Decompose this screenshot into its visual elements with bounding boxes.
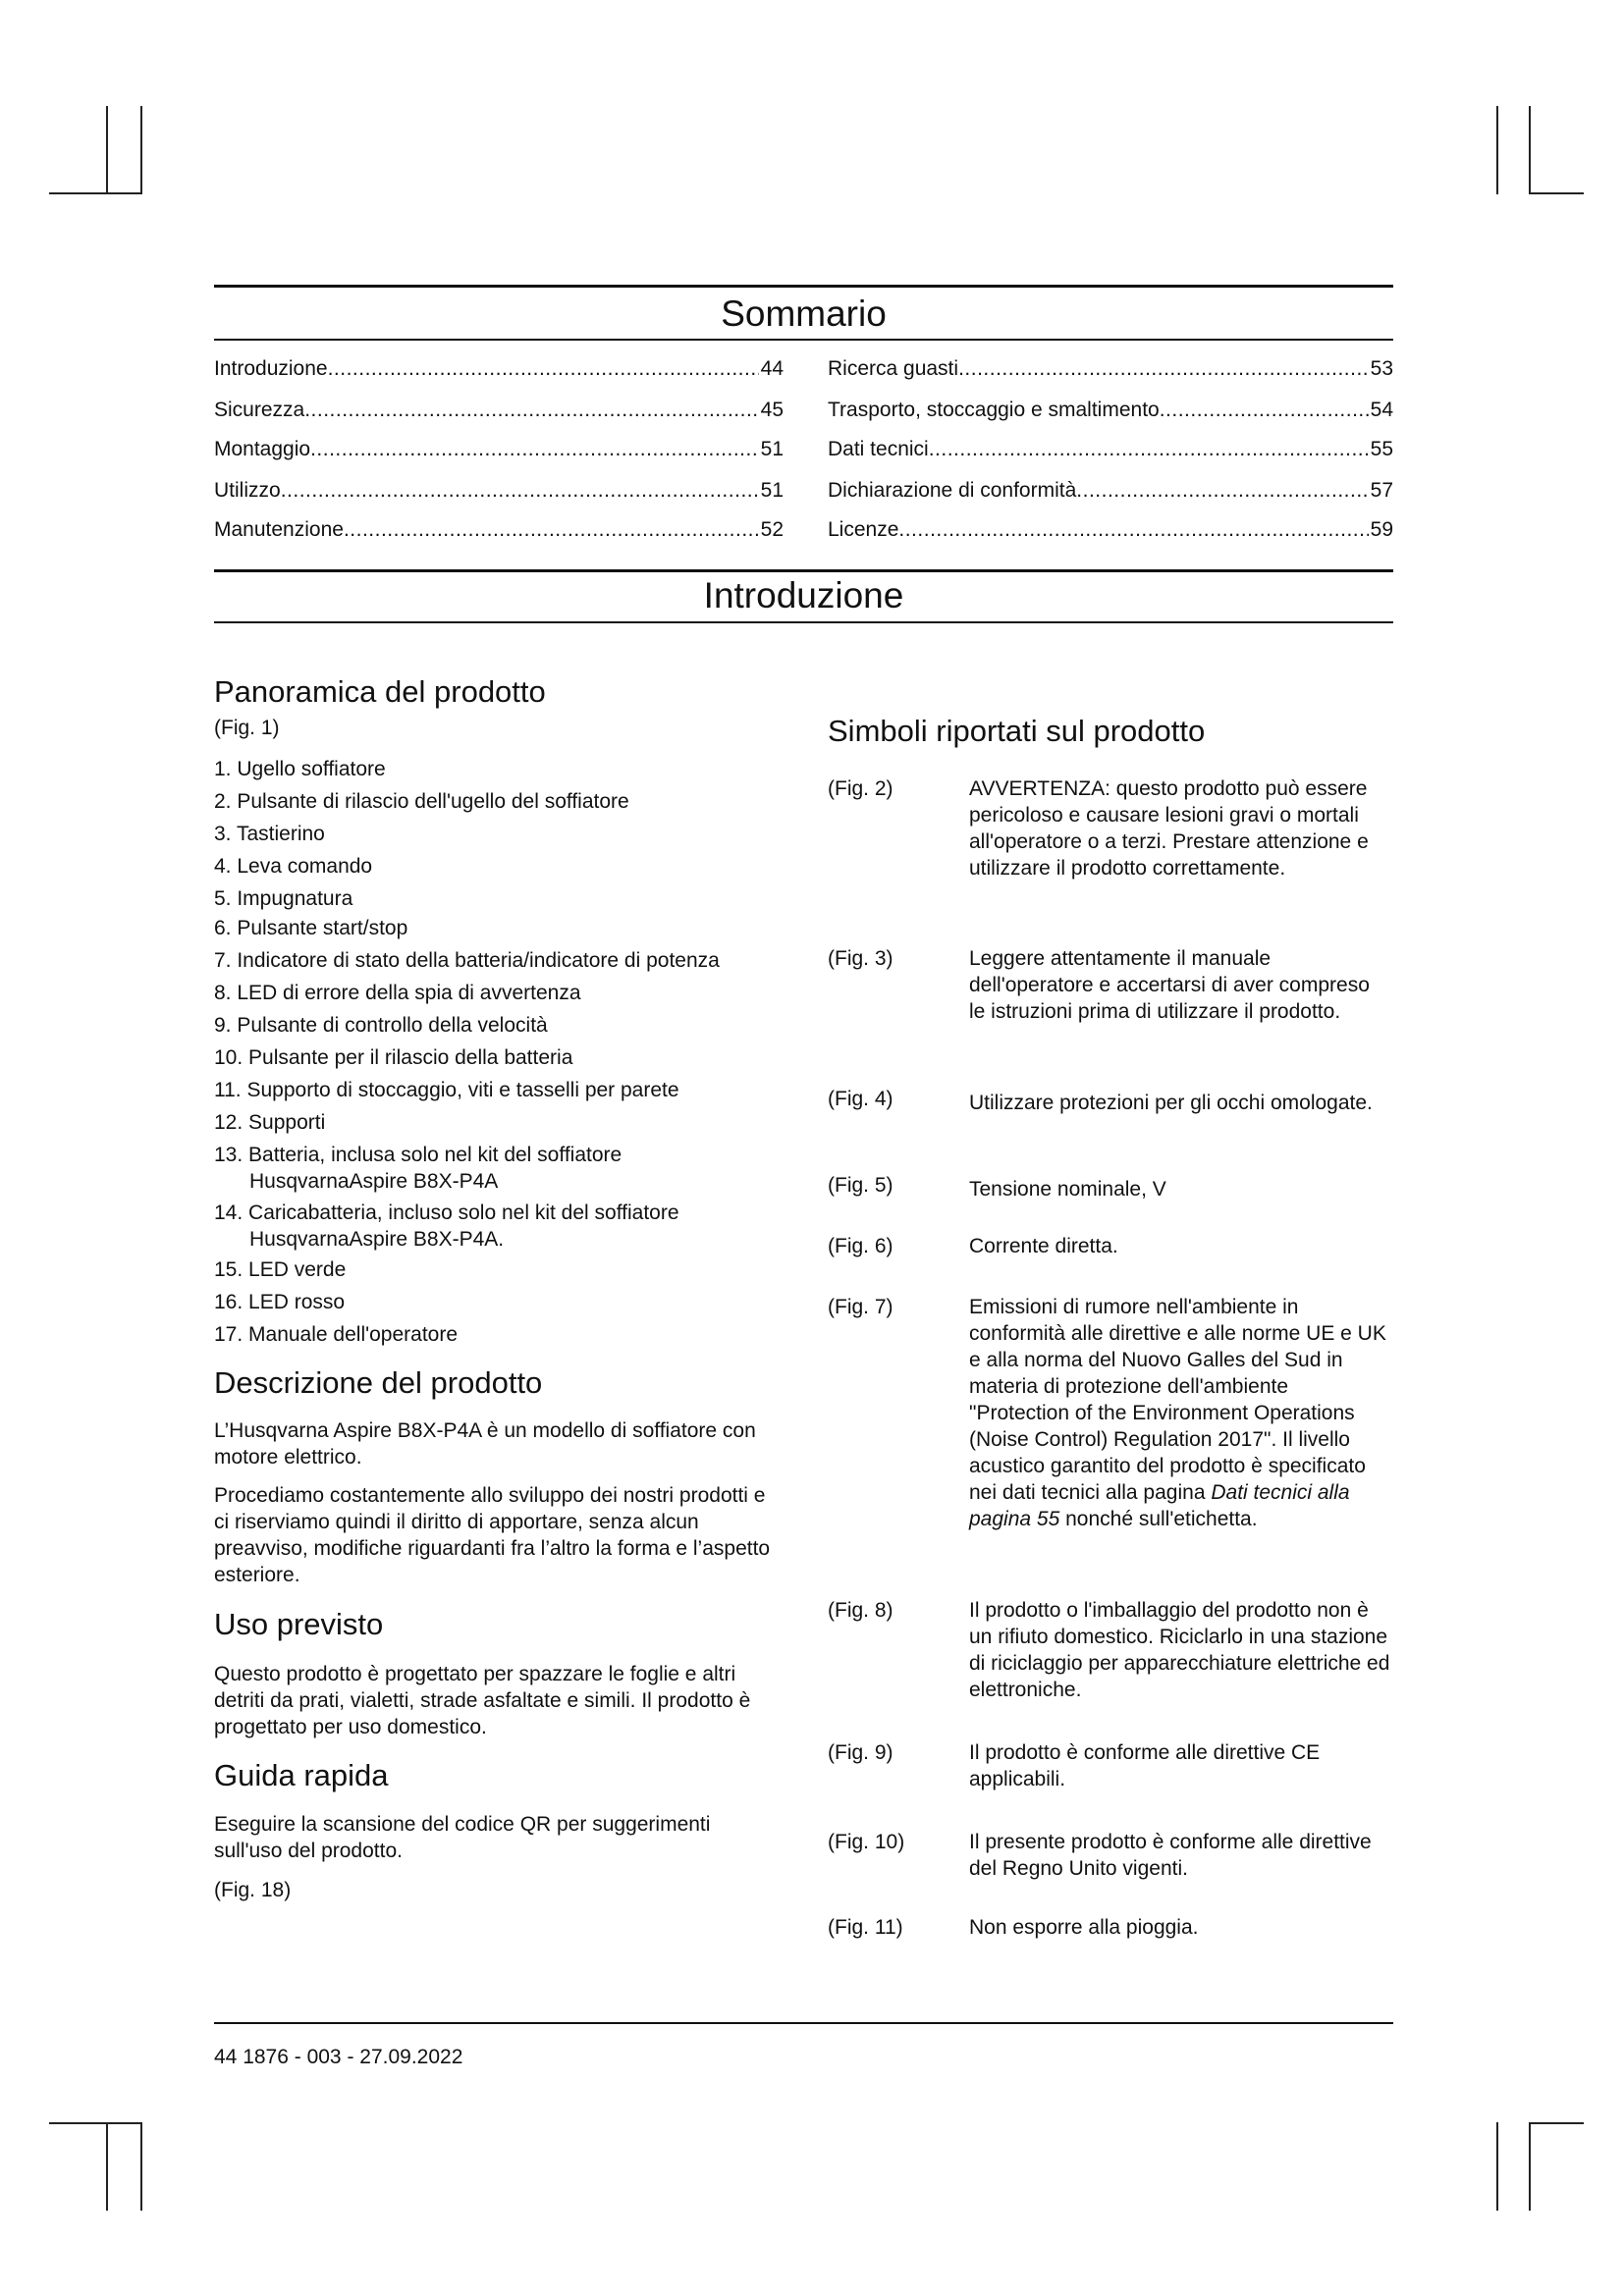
toc-leader	[898, 516, 1368, 544]
toc-label: Dichiarazione di conformità	[828, 479, 1077, 502]
toc-entry[interactable]	[828, 397, 1393, 424]
toc-label: Licenze	[828, 518, 899, 541]
section-rule	[214, 621, 1393, 623]
crop-mark	[1529, 2122, 1531, 2211]
list-item: 16. LED rosso	[214, 1291, 346, 1313]
list-item: 4. Leva comando	[214, 855, 373, 878]
toc-entry[interactable]	[214, 477, 784, 505]
crop-mark	[49, 2122, 142, 2124]
list-item: 6. Pulsante start/stop	[214, 917, 408, 939]
crop-mark	[106, 2122, 108, 2211]
toc-label: Introduzione	[214, 357, 328, 380]
list-item: 7. Indicatore di stato della batteria/indicatore di potenza	[214, 949, 720, 972]
symbol-fig: (Fig. 4)	[828, 1088, 893, 1110]
crop-mark	[1529, 106, 1531, 194]
crop-mark	[1529, 2122, 1584, 2124]
toc-page: 57	[1370, 479, 1393, 502]
toc-label: Montaggio	[214, 438, 311, 460]
panoramica-heading: Panoramica del prodotto	[214, 674, 546, 709]
symbol-text: Il prodotto o l'imballaggio del prodotto non è un rifiuto domestico. Riciclarlo in una stazione di riciclaggio per apparecchiature elettriche ed elettroniche.	[969, 1599, 1390, 1701]
paragraph: Questo prodotto è progettato per spazzare le foglie e altri detriti da prati, vialetti, strade asfaltate e simili. Il prodotto è progettato per uso domestico.	[214, 1663, 751, 1738]
symbol-fig: (Fig. 3)	[828, 947, 893, 970]
toc-page: 59	[1370, 518, 1393, 541]
figure-ref: (Fig. 1)	[214, 717, 280, 739]
toc-leader	[344, 516, 759, 544]
symbol-text: Non esporre alla pioggia.	[969, 1916, 1199, 1939]
toc-label: Trasporto, stoccaggio e smaltimento	[828, 399, 1160, 421]
toc-leader	[281, 477, 759, 505]
toc-page: 44	[760, 357, 784, 380]
list-item: 2. Pulsante di rilascio dell'ugello del soffiatore	[214, 790, 629, 813]
symbol-fig: (Fig. 8)	[828, 1599, 893, 1622]
toc-page: 52	[760, 518, 784, 541]
toc-leader	[929, 436, 1369, 463]
list-item: 5. Impugnatura	[214, 887, 353, 910]
toc-entry[interactable]	[828, 355, 1393, 383]
list-item: 1. Ugello soffiatore	[214, 758, 386, 780]
list-item: 17. Manuale dell'operatore	[214, 1323, 459, 1346]
paragraph: Eseguire la scansione del codice QR per suggerimenti sull'uso del prodotto.	[214, 1813, 711, 1862]
figure-ref: (Fig. 18)	[214, 1879, 292, 1901]
list-item: 3. Tastierino	[214, 823, 325, 845]
toc-entry[interactable]	[214, 436, 784, 463]
toc-leader	[310, 436, 759, 463]
section-rule	[214, 569, 1393, 572]
toc-entry[interactable]	[828, 477, 1393, 505]
symbol-fig: (Fig. 6)	[828, 1235, 893, 1257]
introduzione-title: Introduzione	[703, 575, 904, 615]
symbol-text: Corrente diretta.	[969, 1235, 1118, 1257]
toc-leader	[328, 355, 759, 383]
section-rule	[214, 285, 1393, 288]
page-footer: 44 1876 - 003 - 27.09.2022	[214, 2046, 463, 2068]
footer-rule	[214, 2022, 1393, 2024]
symbol-fig: (Fig. 11)	[828, 1916, 903, 1939]
list-item: 10. Pulsante per il rilascio della batteria	[214, 1046, 573, 1069]
symbol-fig: (Fig. 5)	[828, 1174, 893, 1197]
crop-mark	[140, 106, 142, 194]
paragraph: L’Husqvarna Aspire B8X-P4A è un modello di soffiatore con motore elettrico.	[214, 1419, 756, 1468]
list-item: 12. Supporti	[214, 1111, 326, 1134]
symbol-text: Il prodotto è conforme alle direttive CE applicabili.	[969, 1741, 1321, 1790]
toc-label: Sicurezza	[214, 399, 305, 421]
toc-entry[interactable]	[828, 436, 1393, 463]
symbol-fig: (Fig. 10)	[828, 1831, 905, 1853]
toc-leader	[1076, 477, 1368, 505]
symbol-text: Il presente prodotto è conforme alle direttive del Regno Unito vigenti.	[969, 1831, 1372, 1880]
crop-mark	[1496, 106, 1498, 194]
symbol-text: AVVERTENZA: questo prodotto può essere pericoloso e causare lesioni gravi o mortali all'operatore o a terzi. Prestare attenzione e utilizzare il prodotto correttamente.	[969, 777, 1369, 880]
toc-leader	[304, 397, 758, 424]
symbol-fig: (Fig. 9)	[828, 1741, 893, 1764]
toc-entry[interactable]	[828, 516, 1393, 544]
toc-label: Manutenzione	[214, 518, 344, 541]
section-rule	[214, 339, 1393, 341]
toc-page: 51	[760, 479, 784, 502]
descrizione-heading: Descrizione del prodotto	[214, 1365, 543, 1400]
guida-heading: Guida rapida	[214, 1758, 389, 1792]
toc-page: 55	[1370, 438, 1393, 460]
toc-entry[interactable]	[214, 355, 784, 383]
symbol-text: Utilizzare protezioni per gli occhi omologate.	[969, 1092, 1373, 1114]
toc-leader	[958, 355, 1369, 383]
crop-mark	[1529, 192, 1584, 194]
list-item: 15. LED verde	[214, 1258, 347, 1281]
sommario-title: Sommario	[721, 294, 887, 334]
toc-label: Ricerca guasti	[828, 357, 959, 380]
crop-mark	[1496, 2122, 1498, 2211]
toc-entry[interactable]	[214, 516, 784, 544]
list-item: 13. Batteria, inclusa solo nel kit del soffiatore HusqvarnaAspire B8X-P4A	[214, 1144, 623, 1193]
crop-mark	[140, 2122, 142, 2211]
toc-label: Dati tecnici	[828, 438, 929, 460]
list-item: 11. Supporto di stoccaggio, viti e tasselli per parete	[214, 1079, 679, 1101]
crop-mark	[106, 106, 108, 194]
toc-page: 54	[1370, 399, 1393, 421]
simboli-heading: Simboli riportati sul prodotto	[828, 714, 1206, 748]
toc-label: Utilizzo	[214, 479, 281, 502]
list-item: 14. Caricabatteria, incluso solo nel kit del soffiatore HusqvarnaAspire B8X-P4A.	[214, 1201, 679, 1251]
symbol-text: Leggere attentamente il manuale dell'operatore e accertarsi di aver compreso le istruzioni prima di utilizzare il prodotto.	[969, 947, 1370, 1023]
list-item: 8. LED di errore della spia di avvertenza	[214, 982, 581, 1004]
toc-leader	[1160, 397, 1369, 424]
uso-heading: Uso previsto	[214, 1607, 384, 1641]
toc-entry[interactable]	[214, 397, 784, 424]
toc-page: 51	[760, 438, 784, 460]
list-item: 9. Pulsante di controllo della velocità	[214, 1014, 548, 1037]
symbol-text: Emissioni di rumore nell'ambiente in conformità alle direttive e alle norme UE e UK e alla norma del Nuovo Galles del Sud in materia di protezione dell'ambiente "Protection of the Environment Operations (Noise Control) Regulation 2017". Il livello acustico garantito del prodotto è specificato nei dati tecnici alla pagina Dati tecnici alla pagina 55 nonché sull'etichetta.	[969, 1296, 1386, 1530]
toc-page: 45	[760, 399, 784, 421]
symbol-fig: (Fig. 2)	[828, 777, 893, 800]
symbol-fig: (Fig. 7)	[828, 1296, 893, 1318]
toc-page: 53	[1370, 357, 1393, 380]
symbol-text: Tensione nominale, V	[969, 1178, 1166, 1201]
paragraph: Procediamo costantemente allo sviluppo dei nostri prodotti e ci riserviamo quindi il diritto di apportare, senza alcun preavviso, modifiche riguardanti fra l’altro la forma e l’aspetto esteriore.	[214, 1484, 771, 1586]
crop-mark	[49, 192, 142, 194]
cross-reference-link[interactable]: Dati tecnici alla pagina 55	[969, 1481, 1350, 1530]
